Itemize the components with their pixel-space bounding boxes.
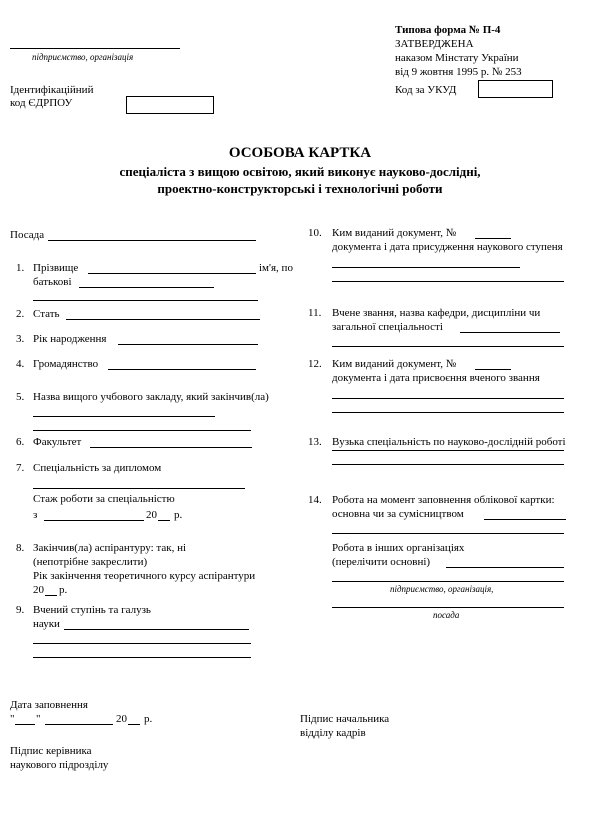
degree-doc-label: Ким виданий документ, № — [332, 227, 457, 239]
faculty-label: Факультет — [33, 436, 82, 448]
field-12-number: 12. — [308, 358, 322, 370]
citizenship-field[interactable] — [108, 369, 256, 370]
field-11-number: 11. — [308, 307, 322, 319]
experience-from-label: з — [33, 509, 38, 521]
form-title: Типова форма № П-4 — [395, 24, 501, 36]
title-doc-field-2[interactable] — [332, 412, 564, 413]
current-work-label: Робота на момент заповнення облікової картки: — [332, 494, 555, 506]
fill-date-year-prefix: 20 — [116, 713, 127, 725]
experience-year-prefix: 20 — [146, 509, 157, 521]
page-subtitle-2: проектно-конструкторські і технологічні роботи — [157, 181, 443, 196]
fill-date-quote-close: " — [36, 713, 41, 725]
degree-field-1[interactable] — [64, 629, 249, 630]
postgrad-year-label: Рік закінчення теоретичного курсу аспірантури — [33, 570, 256, 582]
degree-field-2[interactable] — [33, 643, 251, 644]
academic-title-field[interactable] — [332, 346, 564, 347]
fill-date-label: Дата заповнення — [10, 699, 88, 711]
sex-field[interactable] — [66, 319, 260, 320]
fill-date-r-label: р. — [144, 713, 153, 725]
other-work-field-2[interactable] — [332, 581, 564, 582]
postgrad-year-field[interactable] — [45, 595, 57, 596]
field-9-number: 9. — [16, 604, 25, 616]
main-or-parttime-label: основна чи за сумісництвом — [332, 508, 464, 520]
edrpou-code-box[interactable] — [126, 96, 214, 114]
other-work-field-3[interactable] — [332, 607, 564, 608]
surname-label: Прізвище — [33, 262, 79, 274]
citizenship-label: Громадянство — [33, 358, 99, 370]
other-work-hint: (перелічити основні) — [332, 556, 431, 568]
field-5-number: 5. — [16, 391, 25, 403]
id-label-1: Ідентифікаційний — [10, 84, 94, 96]
position-label: Посада — [10, 229, 45, 241]
fill-date-year-field[interactable] — [128, 724, 140, 725]
other-work-label: Робота в інших організаціях — [332, 542, 465, 554]
general-specialty-label: загальної спеціальності — [332, 321, 443, 333]
specialty-label: Спеціальність за дипломом — [33, 462, 162, 474]
field-3-number: 3. — [16, 333, 25, 345]
position-caption-right: посада — [433, 610, 460, 620]
experience-label: Стаж роботи за спеціальністю — [33, 493, 175, 505]
experience-r-label: р. — [174, 509, 183, 521]
order-line-2: від 9 жовтня 1995 р. № 253 — [395, 66, 522, 78]
field-8-number: 8. — [16, 542, 25, 554]
birth-year-field[interactable] — [118, 344, 258, 345]
faculty-field[interactable] — [90, 447, 252, 448]
hr-chief-signature-label-1: Підпис начальника — [300, 713, 390, 725]
fill-date-month-field[interactable] — [45, 724, 113, 725]
university-field-1[interactable] — [33, 416, 215, 417]
id-label-2: код ЄДРПОУ — [10, 97, 73, 109]
fill-date-day-field[interactable] — [15, 724, 35, 725]
field-7-number: 7. — [16, 462, 25, 474]
title-doc-field-1[interactable] — [332, 398, 564, 399]
sex-label: Стать — [33, 308, 60, 320]
approved-label: ЗАТВЕРДЖЕНА — [395, 38, 474, 50]
title-doc-label: Ким виданий документ, № — [332, 358, 457, 370]
title-doc-date-label: документа і дата присвоєння вченого звання — [332, 372, 540, 384]
general-specialty-field[interactable] — [460, 332, 560, 333]
narrow-specialty-field-1[interactable] — [332, 450, 564, 451]
title-doc-number-field[interactable] — [475, 369, 511, 370]
degree-doc-date-label: документа і дата присудження наукового ступеня — [332, 241, 563, 253]
field-10-number: 10. — [308, 227, 322, 239]
university-label: Назва вищого учбового закладу, який закінчив(ла) — [33, 391, 269, 403]
postgrad-label: Закінчив(ла) аспірантуру: так, ні — [33, 542, 187, 554]
surname-field[interactable] — [88, 273, 256, 274]
head-signature-label-2: наукового підрозділу — [10, 759, 109, 771]
degree-label: Вчений ступінь та галузь — [33, 604, 151, 616]
birth-year-label: Рік народження — [33, 333, 107, 345]
field-1-number: 1. — [16, 262, 25, 274]
name-label: ім'я, по — [259, 262, 293, 274]
ukud-label: Код за УКУД — [395, 84, 457, 96]
field-6-number: 6. — [16, 436, 25, 448]
page-title: ОСОБОВА КАРТКА — [228, 145, 372, 161]
narrow-specialty-label: Вузька спеціальність по науково-дослідній роботі — [332, 436, 566, 448]
current-work-field[interactable] — [332, 533, 564, 534]
patronymic-field[interactable] — [79, 287, 214, 288]
field-2-number: 2. — [16, 308, 25, 320]
postgrad-year-prefix: 20 — [33, 584, 44, 596]
experience-year-field[interactable] — [158, 520, 170, 521]
specialty-field[interactable] — [33, 488, 245, 489]
fill-date-quote-open: " — [10, 713, 15, 725]
academic-title-label: Вчене звання, назва кафедри, дисципліни чи — [332, 307, 541, 319]
ukud-code-box[interactable] — [478, 80, 553, 98]
patronymic-label: батькові — [33, 276, 72, 288]
field-4-number: 4. — [16, 358, 25, 370]
field-13-number: 13. — [308, 436, 322, 448]
main-or-parttime-field[interactable] — [484, 519, 566, 520]
org-caption-right: підприємство, організація, — [390, 584, 494, 594]
org-caption: підприємство, організація — [32, 52, 134, 62]
hr-chief-signature-label-2: відділу кадрів — [300, 727, 366, 739]
university-field-2[interactable] — [33, 430, 251, 431]
head-signature-label-1: Підпис керівника — [10, 745, 92, 757]
name-field-extra[interactable] — [33, 300, 258, 301]
postgrad-hint: (непотрібне закреслити) — [33, 556, 148, 568]
position-field[interactable] — [48, 240, 256, 241]
degree-doc-number-field[interactable] — [475, 238, 511, 239]
degree-field-3[interactable] — [33, 657, 251, 658]
degree-science-label: науки — [33, 618, 60, 630]
org-name-line — [10, 48, 180, 49]
order-line-1: наказом Мінстату України — [395, 52, 519, 64]
field-14-number: 14. — [308, 494, 322, 506]
page-subtitle-1: спеціаліста з вищою освітою, який виконує науково-дослідні, — [119, 164, 481, 179]
experience-from-field[interactable] — [44, 520, 144, 521]
narrow-specialty-field-2[interactable] — [332, 464, 564, 465]
degree-doc-field-2[interactable] — [332, 281, 564, 282]
other-work-field-1[interactable] — [446, 567, 564, 568]
postgrad-r-label: р. — [59, 584, 68, 596]
degree-doc-field-1[interactable] — [332, 267, 520, 268]
